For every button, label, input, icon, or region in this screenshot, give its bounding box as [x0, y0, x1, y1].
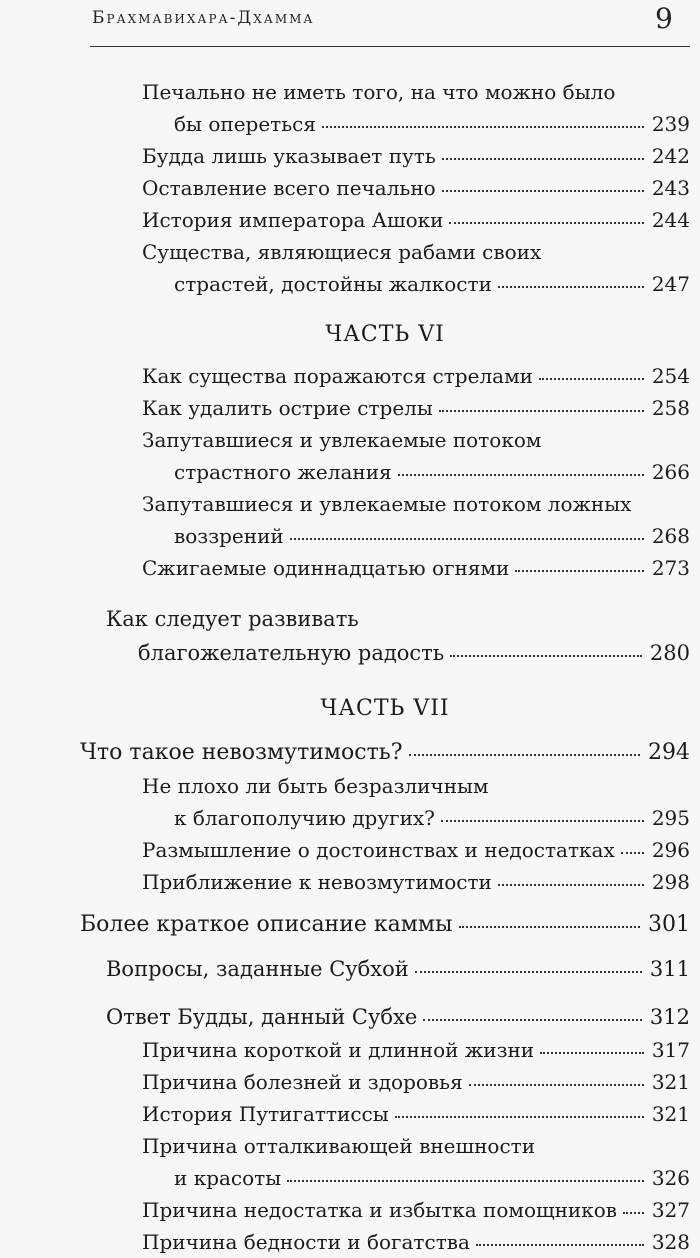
toc-entry[interactable] [0, 172, 700, 204]
toc-page-number: 268 [651, 524, 690, 548]
toc-entry-title: История императора Ашоки [142, 208, 444, 232]
toc-entry-title: страстного желания [174, 460, 392, 484]
toc-entry-title: Приближение к невозмутимости [142, 870, 492, 894]
dot-leader [450, 655, 642, 657]
toc-entry-title: Что такое невозмутимость? [80, 740, 403, 765]
toc-entry-title: Причина недостатка и избытка помощников [142, 1198, 618, 1222]
toc-entry-title: Причина отталкивающей внешности [142, 1134, 536, 1158]
toc-page-number: 244 [651, 208, 690, 232]
toc-page-number: 298 [651, 870, 690, 894]
toc-entry[interactable] [0, 1194, 700, 1226]
toc-page-number: 327 [651, 1198, 690, 1222]
toc-entry[interactable] [0, 602, 700, 670]
toc-page-number: 243 [651, 176, 690, 200]
toc-page-number: 301 [648, 912, 690, 937]
toc-entry[interactable] [0, 236, 700, 300]
toc-page-number: 296 [651, 838, 690, 862]
toc-entry-title: благожелательную радость [138, 641, 445, 665]
toc-entry[interactable] [0, 1130, 700, 1194]
toc-entry[interactable] [0, 552, 700, 584]
dot-leader [442, 190, 644, 192]
dot-leader [423, 1019, 642, 1021]
toc-entry-title: История Путигаттиссы [142, 1102, 389, 1126]
dot-leader [515, 570, 643, 572]
toc-entry[interactable] [0, 952, 700, 986]
page-header [0, 0, 700, 56]
dot-leader [459, 926, 641, 928]
toc-entry-title: бы опереться [174, 112, 316, 136]
toc-entry-title: Не плохо ли быть безразличным [142, 774, 489, 798]
toc-entry-title: воззрений [174, 524, 284, 548]
toc-page-number: 254 [651, 364, 690, 388]
toc-entry-title: Запутавшиеся и увлекаемые потоком [142, 428, 542, 452]
toc-page-number: 312 [649, 1005, 690, 1029]
dot-leader [476, 1244, 644, 1246]
toc-entry-title: страстей, достойны жалкости [174, 272, 492, 296]
toc-entry-title: Размышление о достоинствах и недостатках [142, 838, 615, 862]
dot-leader [539, 378, 644, 380]
dot-leader [623, 1212, 644, 1214]
toc-entry[interactable] [0, 392, 700, 424]
part-heading: ЧАСТЬ VI [325, 322, 445, 347]
toc-entry[interactable] [0, 76, 700, 140]
toc-entry[interactable] [0, 866, 700, 898]
toc-entry-title: Оставление всего печально [142, 176, 436, 200]
toc-page-number: 321 [651, 1102, 690, 1126]
toc-entry[interactable] [0, 1066, 700, 1098]
toc-entry-title: Будда лишь указывает путь [142, 144, 436, 168]
toc-entry-title: Запутавшиеся и увлекаемые потоком ложных [142, 492, 632, 516]
toc-entry-title: Сжигаемые одиннадцатью огнями [142, 556, 510, 580]
toc-page-number: 258 [651, 396, 690, 420]
toc-entry[interactable] [0, 770, 700, 834]
toc-entry-title: Вопросы, заданные Субхой [106, 957, 409, 981]
toc-page-number: 294 [648, 740, 690, 765]
toc-entry-title: Как следует развивать [106, 607, 359, 631]
dot-leader [441, 820, 644, 822]
toc-entry[interactable] [0, 204, 700, 236]
dot-leader [540, 1052, 644, 1054]
toc-page-number: 295 [651, 806, 690, 830]
toc-entry-title: к благополучию других? [174, 806, 435, 830]
dot-leader [469, 1084, 644, 1086]
page-number: 9 [655, 2, 673, 35]
toc-entry-title: Причина короткой и длинной жизни [142, 1038, 535, 1062]
toc-page-number: 273 [651, 556, 690, 580]
dot-leader [322, 126, 644, 128]
toc-entry[interactable] [0, 140, 700, 172]
toc-entry-title: Ответ Будды, данный Субхе [106, 1005, 418, 1029]
toc-page-number: 247 [651, 272, 690, 296]
toc-page-number: 239 [651, 112, 690, 136]
toc-entry-title: Причина бедности и богатства [142, 1230, 470, 1254]
dot-leader [442, 158, 644, 160]
toc-entry-title: Как удалить острие стрелы [142, 396, 433, 420]
dot-leader [398, 474, 644, 476]
part-heading: ЧАСТЬ VII [320, 696, 450, 721]
toc-entry[interactable] [0, 1000, 700, 1034]
toc-entry[interactable] [0, 424, 700, 488]
dot-leader [498, 884, 644, 886]
header-rule [90, 46, 690, 47]
toc-page-number: 321 [651, 1070, 690, 1094]
toc-page-number: 280 [649, 641, 690, 665]
dot-leader [415, 971, 642, 973]
toc-entry-title: Более краткое описание каммы [80, 912, 453, 937]
dot-leader [621, 852, 644, 854]
toc-entry-title: Причина болезней и здоровья [142, 1070, 463, 1094]
dot-leader [290, 538, 644, 540]
toc-entry[interactable] [0, 908, 700, 942]
table-of-contents [0, 76, 700, 1258]
toc-entry-title: Существа, являющиеся рабами своих [142, 240, 542, 264]
toc-page-number: 242 [651, 144, 690, 168]
toc-entry-title: и красоты [174, 1166, 282, 1190]
toc-entry-title: Как существа поражаются стрелами [142, 364, 533, 388]
toc-entry[interactable] [0, 488, 700, 552]
toc-page-number: 317 [651, 1038, 690, 1062]
dot-leader [449, 222, 643, 224]
toc-entry[interactable] [0, 1098, 700, 1130]
toc-entry-title: Печально не иметь того, на что можно было [142, 80, 616, 104]
toc-page-number: 311 [649, 957, 690, 981]
toc-entry[interactable] [0, 1226, 700, 1258]
toc-entry[interactable] [0, 360, 700, 392]
running-title: Брахмавихара-Дхамма [92, 8, 315, 28]
toc-entry[interactable] [0, 1034, 700, 1066]
dot-leader [498, 286, 644, 288]
toc-entry[interactable] [0, 834, 700, 866]
dot-leader [409, 754, 640, 756]
dot-leader [395, 1116, 644, 1118]
toc-entry[interactable] [0, 736, 700, 770]
toc-page-number: 328 [651, 1230, 690, 1254]
toc-page-number: 266 [651, 460, 690, 484]
toc-page-number: 326 [651, 1166, 690, 1190]
dot-leader [287, 1180, 644, 1182]
dot-leader [439, 410, 644, 412]
